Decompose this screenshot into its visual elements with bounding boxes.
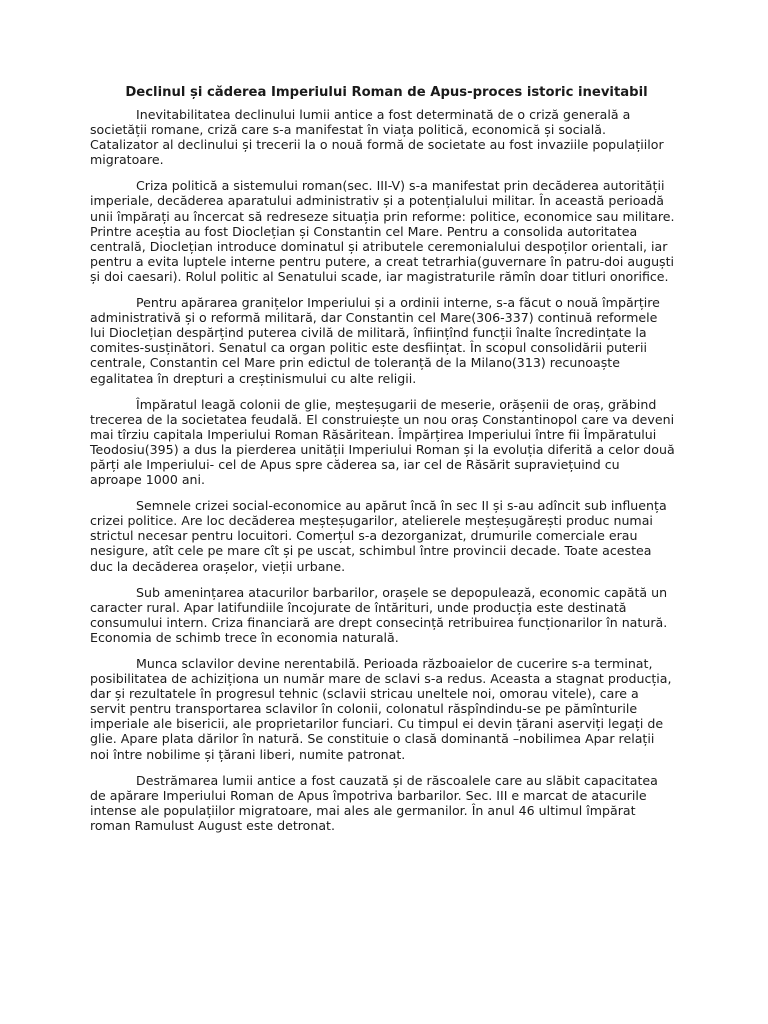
paragraph-2: Criza politică a sistemului roman(sec. III-V) s-a manifestat prin decăderea autorității imperiale, decăderea aparatului administrativ și a potențialului militar. În această perioadă unii împărați au încercat să redreseze situația prin reforme: politice, economice sau militare. Printre aceștia au fost Dioclețian și Constantin cel Mare. Pentru a consolida autoritatea centrală, Dioclețian introduce dominatul și atributele ceremonialului despoților orientali, iar pentru a evita luptele interne pentru putere, a creat tetrarhia(guvernare în patru-doi auguști și doi caesari). Rolul politic al Senatului scade, iar magistraturile rămîn doar titluri onorifice. — [90, 178, 675, 284]
paragraph-3: Pentru apărarea granițelor Imperiului și a ordinii interne, s-a făcut o nouă împărțire administrativă și o reformă militară, dar Constantin cel Mare(306-337) continuă reformele lui Dioclețian despărțind puterea civilă de militară, înființînd funcții înalte încredințate la comites-susținători. Senatul ca organ politic este desființat. În scopul consolidării puterii centrale, Constantin cel Mare prin edictul de toleranță de la Milano(313) recunoaște egalitatea în drepturi a creștinismului cu alte religii. — [90, 295, 660, 386]
paragraph-8: Destrămarea lumii antice a fost cauzată și de răscoalele care au slăbit capacitatea de apărare Imperiului Roman de Apus împotriva barbarilor. Sec. III e marcat de atacurile intense ale populațiilor migratoare, mai ales ale germanilor. În anul 46 ultimul împărat roman Ramulust August este detronat. — [90, 772, 658, 833]
paragraph-4: Împăratul leagă colonii de glie, meșteșugarii de meserie, orășenii de oraș, grăbind trecerea de la societatea feudală. El construiește un nou oraș Constantinopol care va deveni mai tîrziu capitala Imperiului Roman Răsăritean. Împărțirea Imperiului între fii Împăratului Teodosiu(395) a dus la pierderea unității Imperiului Roman și la evoluția diferită a celor două părți ale Imperiului- cel de Apus spre căderea sa, iar cel de Răsărit supraviețuind cu aproape 1000 ani. — [90, 396, 675, 488]
paragraph-1: Inevitabilitatea declinului lumii antice a fost determinată de o criză generală a societății romane, criză care s-a manifestat în viața politică, economică și socială. Catalizator al declinului și trecerii la o nouă formă de societate au fost invaziile populațiilor migratoare. — [90, 107, 664, 168]
document-body — [90, 84, 675, 833]
paragraph-6: Sub amenințarea atacurilor barbarilor, orașele se depopulează, economic capătă un caracter rural. Apar latifundiile încojurate de întărituri, unde producția este destinată consumului intern. Criza financiară are drept consecință retribuirea funcționarilor în natură. Economia de schimb trece în economia naturală. — [90, 584, 668, 645]
document-title: Declinul și căderea Imperiului Roman de Apus-proces istoric inevitabil — [125, 85, 648, 100]
paragraph-7: Munca sclavilor devine nerentabilă. Perioada războaielor de cucerire s-a terminat, posibilitatea de achiziționa un număr mare de sclavi s-a redus. Aceasta a stagnat producția, dar și rezultatele în progresul tehnic (sclavii stricau uneltele noi, omorau vitele), care a servit pentru transportarea sclavilor în colonii, colonatul răspîndindu-se pe pămînturile imperiale ale bisericii, ale proprietarilor funciari. Cu timpul ei devin țărani aserviți legați de glie. Apare plata dărilor în natură. Se constituie o clasă dominantă –nobilimea Apar relații noi între nobilime și țărani liberi, numite patronat. — [90, 656, 672, 762]
paragraph-5: Semnele crizei social-economice au apărut încă în sec II și s-au adîncit sub influența crizei politice. Are loc decăderea meșteșugarilor, atelierele meșteșugărești produc numai strictul necesar pentru locuitori. Comerțul s-a dezorganizat, drumurile comerciale erau nesigure, atît cele pe mare cît și pe uscat, schimbul între provincii decade. Toate acestea duc la decăderea orașelor, vieții urbane. — [90, 498, 667, 574]
